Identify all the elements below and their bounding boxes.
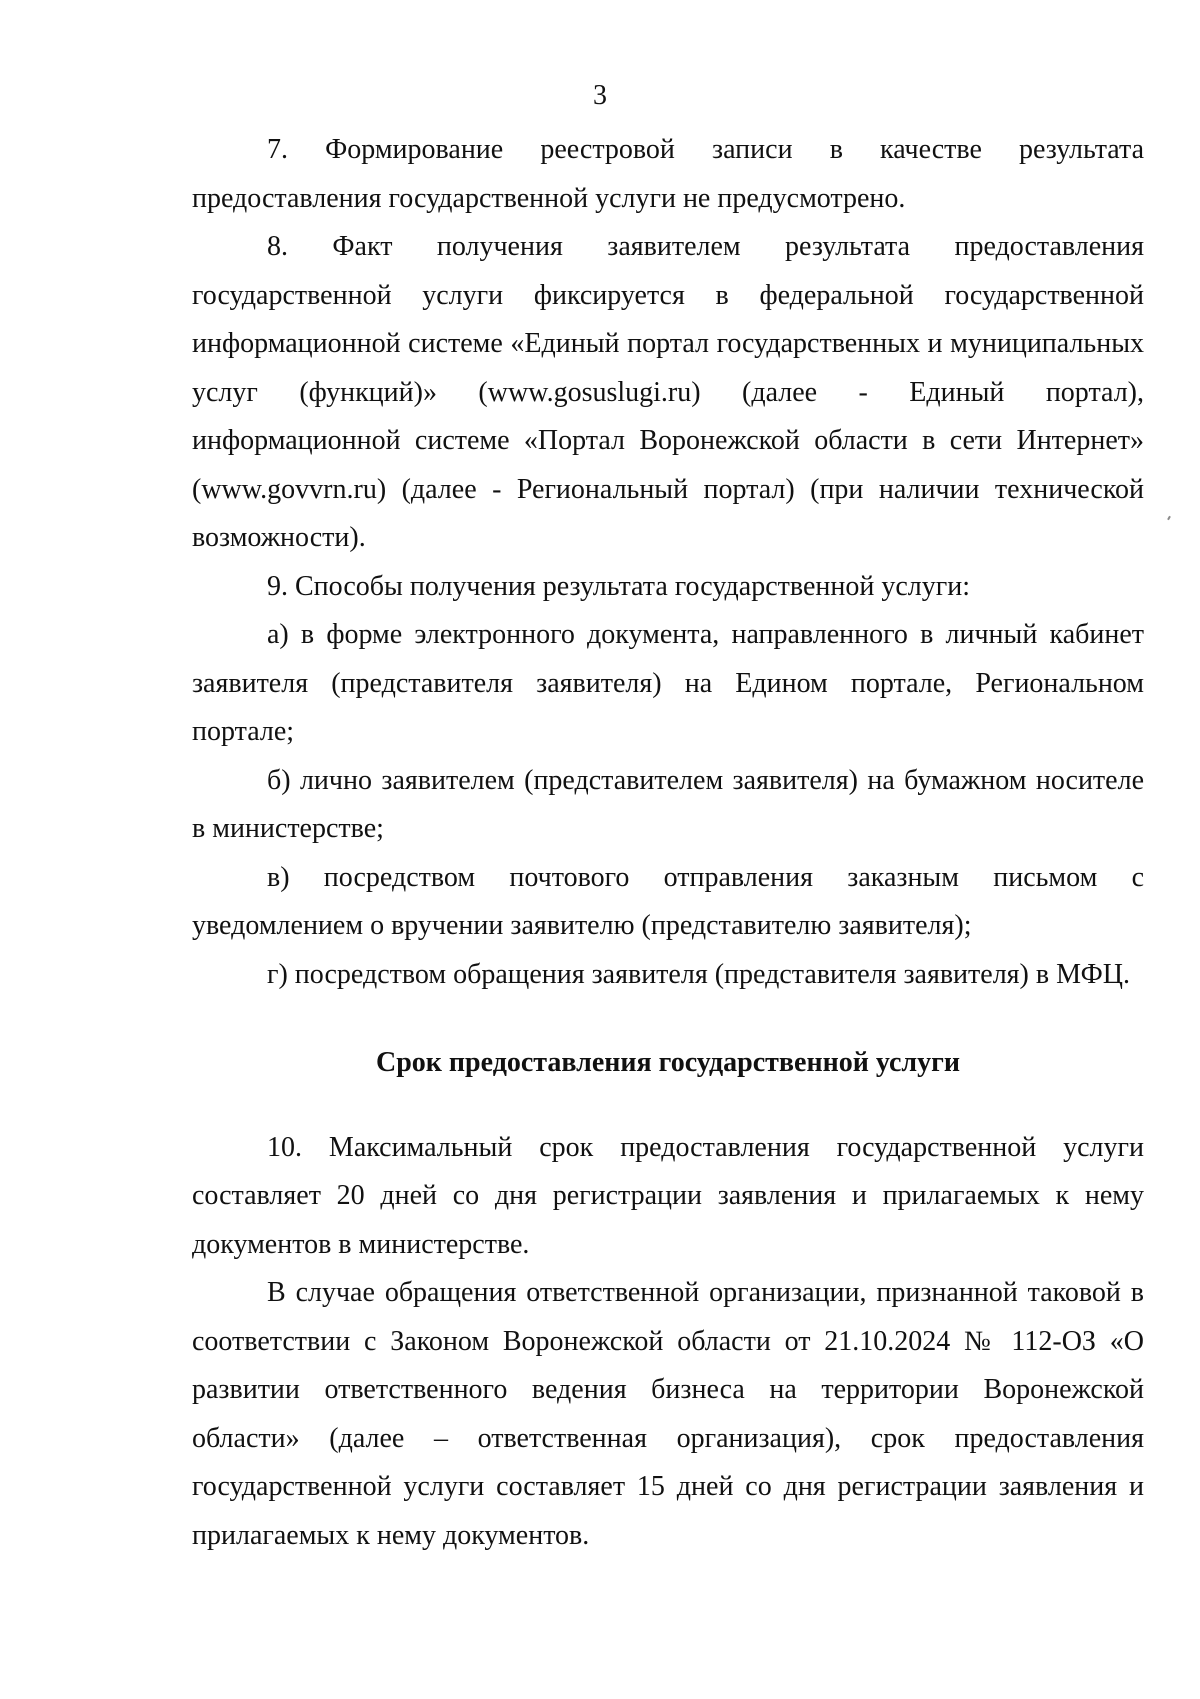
paragraph-9a: а) в форме электронного документа, направленного в личный кабинет заявителя (представителя заявителя) на Едином портале, Региональном портале;	[192, 619, 1144, 747]
paragraph-8: 8. Факт получения заявителем результата предоставления государственной услуги фиксируется в федеральной государственной информационной системе «Единый портал государственных и муниципальных услуг (функций)» (www.gosuslugi.ru) (далее - Единый портал), информационной системе «Портал Воронежской области в сети Интернет» (www.govvrn.ru) (далее - Региональный портал) (при наличии технической возможности).	[192, 231, 1144, 553]
section-heading: Срок предоставления государственной услуги	[376, 1047, 960, 1078]
paragraph-10: 10. Максимальный срок предоставления государственной услуги составляет 20 дней со дня регистрации заявления и прилагаемых к нему документов в министерстве.	[192, 1131, 1144, 1260]
paragraph-9b: б) лично заявителем (представителем заявителя) на бумажном носителе в министерстве;	[192, 764, 1144, 844]
paragraph-9v: в) посредством почтового отправления заказным письмом с уведомлением о вручении заявителю (представителю заявителя);	[192, 861, 1144, 941]
document-body	[192, 126, 1144, 1560]
paragraph-7: 7. Формирование реестровой записи в качестве результата предоставления государственной услуги не предусмотрено.	[192, 134, 1144, 214]
paragraph-10-responsible-org: В случае обращения ответственной организации, признанной таковой в соответствии с Законом Воронежской области от 21.10.2024 № 112-ОЗ «О развитии ответственного ведения бизнеса на территории Воронежской области» (далее – ответственная организация), срок предоставления государственной услуги составляет 15 дней со дня регистрации заявления и прилагаемых к нему документов.	[192, 1277, 1144, 1551]
paragraph-9g: г) посредством обращения заявителя (представителя заявителя) в МФЦ.	[267, 958, 1130, 990]
paragraph-9: 9. Способы получения результата государственной услуги:	[267, 570, 970, 602]
page-number: 3	[593, 80, 607, 111]
scan-mark	[1167, 516, 1171, 520]
